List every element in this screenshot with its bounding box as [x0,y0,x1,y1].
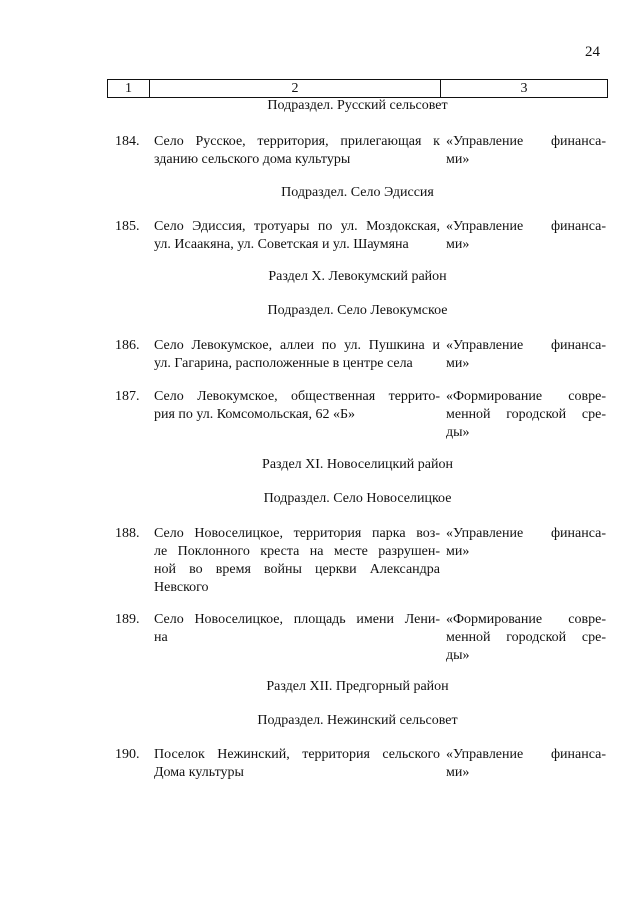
desc-line: Село Новоселицкое, территория парка воз- [154,526,440,541]
program-line: «Управление финанса- [446,526,606,541]
desc-line: Село Левокумское, общественная террито- [154,389,440,404]
row-number: 188. [115,526,140,541]
row-description [154,746,440,782]
row-program [446,218,606,254]
program-line: «Управление финанса- [446,134,606,149]
row-number: 184. [115,134,140,149]
row-program [446,133,606,169]
row-description [154,388,440,424]
row-program [446,746,606,782]
row-number: 187. [115,389,140,404]
program-line: ми» [446,765,470,780]
desc-line: ул. Гагарина, расположенные в центре села [154,356,413,371]
row-number: 190. [115,747,140,762]
subsection-heading-nezhinskiy: Подраздел. Нежинский сельсовет [257,713,458,728]
section-heading-predgorny: Раздел XII. Предгорный район [266,679,449,694]
row-description [154,218,440,254]
column-header-3: 3 [520,81,528,96]
desc-line: Село Левокумское, аллеи по ул. Пушкина и [154,338,440,353]
desc-line: Село Русское, территория, прилегающая к [154,134,440,149]
program-line: ми» [446,152,470,167]
program-line: «Управление финанса- [446,747,606,762]
program-line: ми» [446,544,470,559]
desc-line: ной во время войны церкви Александра [154,562,440,577]
desc-line: Поселок Нежинский, территория сельского [154,747,440,762]
program-line: менной городской сре- [446,407,606,422]
desc-line: Село Новоселицкое, площадь имени Лени- [154,612,440,627]
row-description [154,337,440,373]
row-number: 189. [115,612,140,627]
section-heading-novoselitskiy: Раздел XI. Новоселицкий район [262,457,453,472]
program-line: менной городской сре- [446,630,606,645]
row-program [446,525,606,561]
section-heading-levokumskiy: Раздел X. Левокумский район [268,269,447,284]
row-program [446,337,606,373]
desc-line: Дома культуры [154,765,244,780]
program-line: ми» [446,237,470,252]
column-header-2: 2 [150,80,441,97]
program-line: ды» [446,425,470,440]
table-column-header-row [107,79,608,98]
desc-line: на [154,630,168,645]
program-line: ды» [446,648,470,663]
program-line: «Управление финанса- [446,219,606,234]
desc-line: ул. Исаакяна, ул. Советская и ул. Шаумяна [154,237,409,252]
row-number: 186. [115,338,140,353]
subsection-heading-novoselitskoe: Подраздел. Село Новоселицкое [263,491,452,506]
desc-line: зданию сельского дома культуры [154,152,351,167]
subsection-heading-levokumskoe: Подраздел. Село Левокумское [267,303,448,318]
row-number: 185. [115,219,140,234]
row-program [446,611,606,665]
program-line: «Управление финанса- [446,338,606,353]
subsection-heading-edissiya: Подраздел. Село Эдиссия [281,185,434,200]
page-number: 24 [585,44,600,60]
desc-line: Село Эдиссия, тротуары по ул. Моздокская, [154,219,440,234]
program-line: «Формирование совре- [446,612,606,627]
row-description [154,525,440,597]
desc-line: Невского [154,580,209,595]
subsection-heading-russkiy: Подраздел. Русский сельсовет [267,98,448,113]
column-header-1: 1 [108,80,150,97]
program-line: «Формирование совре- [446,389,606,404]
program-line: ми» [446,356,470,371]
row-description [154,611,440,647]
desc-line: ле Поклонного креста на месте разрушен- [154,544,440,559]
desc-line: рия по ул. Комсомольская, 62 «Б» [154,407,356,422]
row-description [154,133,440,169]
row-program [446,388,606,442]
